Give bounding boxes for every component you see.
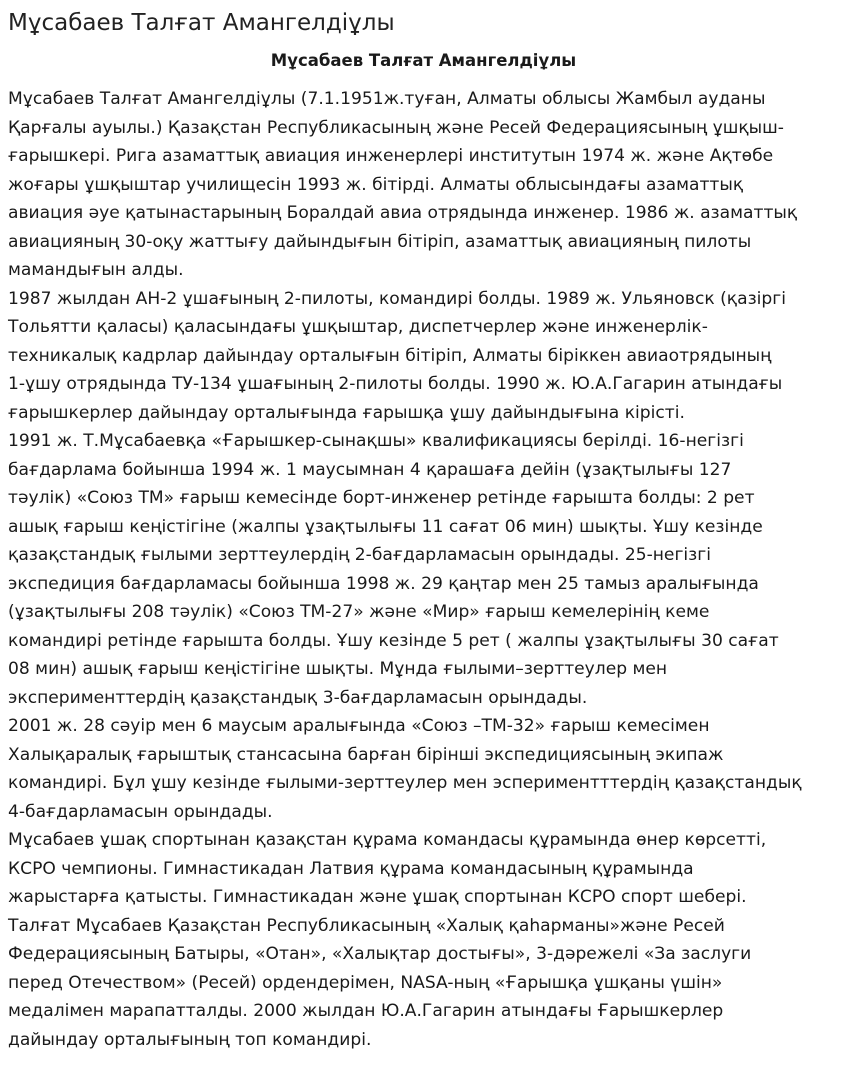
text-line: ғарышкері. Рига азаматтық авиация инженерлері институтын 1974 ж. және Ақтөбе <box>8 146 774 166</box>
text-line: 4-бағдарламасын орындады. <box>8 801 273 822</box>
text-line: командирі. Бұл ұшу кезінде ғылыми-зерттеулер мен эспериментттердің қазақстандық <box>8 773 802 793</box>
text-line: 08 мин) ашық ғарыш кеңістігіне шықты. Мұнда ғылыми–зерттеулер мен <box>8 659 668 679</box>
text-line: жарыстарға қатысты. Гимнастикадан және ұшақ спортынан КСРО спорт шебері. <box>8 887 747 907</box>
text-line: Тольятти қаласы) қаласындағы ұшқыштар, диспетчерлер және инженерлік- <box>8 317 708 337</box>
page-title: Мұсабаев Талғат Амангелдіұлы <box>8 10 395 36</box>
text-line: Халықаралық ғарыштық стансасына барған бірінші экспедициясының экипаж <box>8 744 724 765</box>
text-line: мамандығын алды. <box>8 260 184 280</box>
text-line: Талғат Мұсабаев Қазақстан Республикасының «Халық қаһарманы»және Ресей <box>8 915 725 936</box>
text-line: 1987 жылдан АН-2 ұшағының 2-пилоты, командирі болды. 1989 ж. Ульяновск (қазіргі <box>8 288 786 309</box>
paragraph-3 <box>8 427 843 712</box>
text-line: 2001 ж. 28 сәуір мен 6 маусым аралығында «Союз –ТМ-32» ғарыш кемесімен <box>8 716 710 736</box>
paragraph-1 <box>8 85 843 285</box>
paragraph-4 <box>8 712 843 826</box>
text-line: қазақстандық ғылыми зерттеулердің 2-бағдарламасын орындады. 25-негізгі <box>8 545 711 565</box>
text-line: жоғары ұшқыштар училищесін 1993 ж. бітірді. Алматы облысындағы азаматтық <box>8 174 744 195</box>
text-line: дайындау орталығының топ командирі. <box>8 1029 372 1050</box>
article-heading: Мұсабаев Талғат Амангелдіұлы <box>270 51 577 70</box>
text-line: авиация әуе қатынастарының Боралдай авиа отрядында инженер. 1986 ж. азаматтық <box>8 203 798 223</box>
text-line: (ұзақтылығы 208 тәулік) «Союз ТМ-27» және «Мир» ғарыш кемелерінің кеме <box>8 602 710 622</box>
text-line: бағдарлама бойынша 1994 ж. 1 маусымнан 4 қарашаға дейін (ұзақтылығы 127 <box>8 459 732 480</box>
text-line: перед Отечеством» (Ресей) ордендерімен, NASA-ның «Ғарышқа ұшқаны үшін» <box>8 972 723 993</box>
text-line: эксперименттердің қазақстандық 3-бағдарламасын орындады. <box>8 687 588 708</box>
text-line: техникалық кадрлар дайындау орталығын бітіріп, Алматы біріккен авиаотрядының <box>8 345 772 366</box>
paragraph-2 <box>8 285 843 428</box>
text-line: КСРО чемпионы. Гимнастикадан Латвия құрама командасының құрамында <box>8 858 694 879</box>
text-line: 1-ұшу отрядында ТУ-134 ұшағының 2-пилоты болды. 1990 ж. Ю.А.Гагарин атындағы <box>8 374 783 394</box>
text-line: авиацияның 30-оқу жаттығу дайындығын бітіріп, азаматтық авиацияның пилоты <box>8 231 752 252</box>
text-line: Мұсабаев Талғат Амангелдіұлы (7.1.1951ж.туған, Алматы облысы Жамбыл ауданы <box>8 89 766 109</box>
article-body <box>8 85 843 1054</box>
paragraph-5 <box>8 826 843 1054</box>
text-line: Федерациясының Батыры, «Отан», «Халықтар достығы», 3-дәрежелі «За заслуги <box>8 944 752 964</box>
text-line: экспедиция бағдарламасы бойынша 1998 ж. 29 қаңтар мен 25 тамыз аралығында <box>8 573 759 594</box>
text-line: медалімен марапатталды. 2000 жылдан Ю.А.Гагарин атындағы Ғарышкерлер <box>8 1001 724 1021</box>
text-line: ғарышкерлер дайындау орталығында ғарышқа ұшу дайындығына кірісті. <box>8 402 685 423</box>
text-line: командирі ретінде ғарышта болды. Ұшу кезінде 5 рет ( жалпы ұзақтылығы 30 сағат <box>8 630 779 651</box>
text-line: тәулік) «Союз ТМ» ғарыш кемесінде борт-инженер ретінде ғарышта болды: 2 рет <box>8 488 755 508</box>
text-line: 1991 ж. Т.Мұсабаевқа «Ғарышкер-сынақшы» квалификациясы берілді. 16-негізгі <box>8 431 744 451</box>
text-line: ашық ғарыш кеңістігіне (жалпы ұзақтылығы 11 сағат 06 мин) шықты. Ұшу кезінде <box>8 516 763 537</box>
text-line: Қарғалы ауылы.) Қазақстан Республикасының және Ресей Федерациясының ұшқыш- <box>8 117 784 138</box>
text-line: Мұсабаев ұшақ спортынан қазақстан құрама командасы құрамында өнер көрсетті, <box>8 830 767 850</box>
